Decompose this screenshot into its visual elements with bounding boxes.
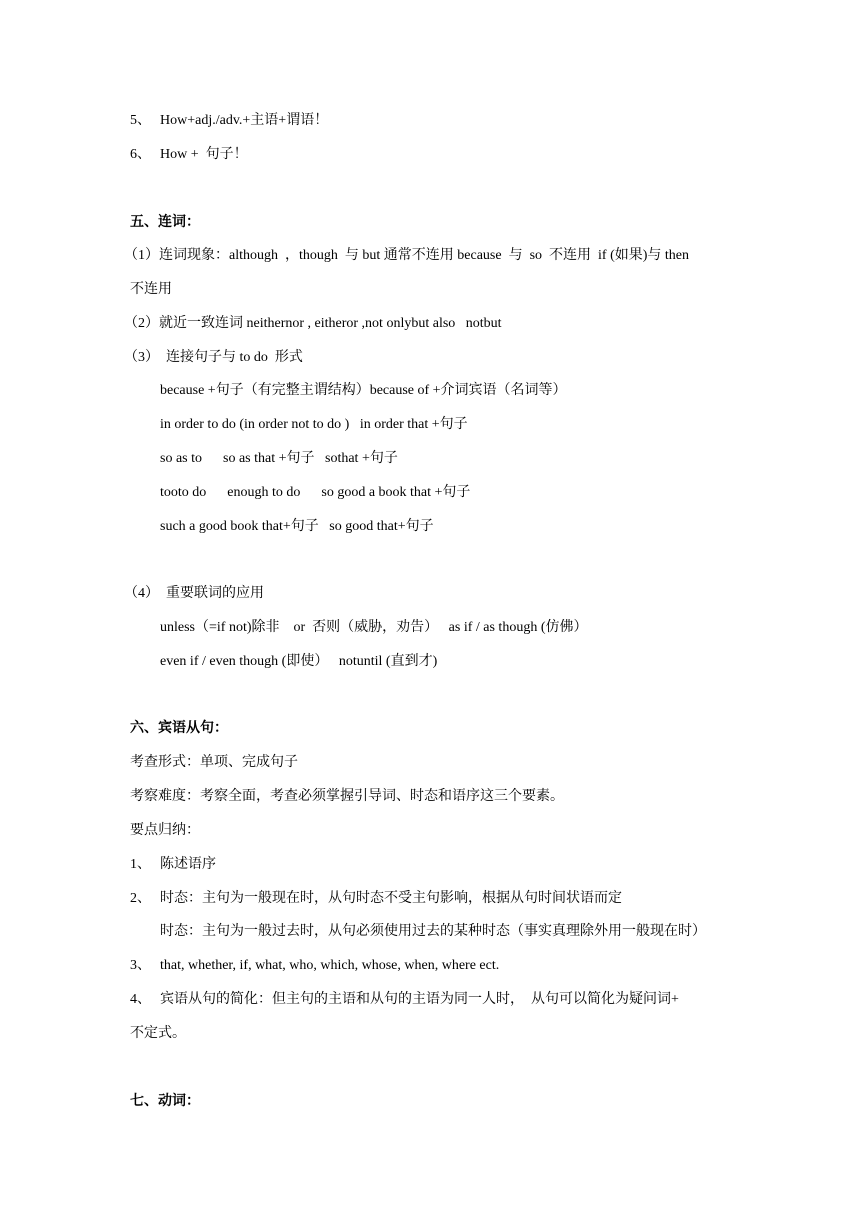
paragraph-line: such a good book that+句子 so good that+句子 — [160, 519, 434, 534]
paragraph-line: 时态：主句为一般过去时，从句必须使用过去的某种时态（事实真理除外用一般现在时） — [160, 924, 706, 939]
list-text: that, whether, if, what, who, which, whose, when, where ect. — [160, 958, 500, 973]
list-text: How + 句子！ — [160, 147, 248, 162]
paragraph-line: 考查形式：单项、完成句子 — [130, 755, 298, 770]
paragraph-line: 不连用 — [130, 282, 172, 297]
list-number: 1、 — [130, 857, 151, 872]
list-item-2 — [130, 889, 622, 909]
section-heading-conjunctions: 五、连词： — [130, 215, 200, 230]
list-number: 2、 — [130, 891, 151, 906]
paragraph-line: unless（=if not)除非 or 否则（威胁，劝告） as if / as though (仿佛） — [160, 620, 588, 635]
list-number: 6、 — [130, 147, 151, 162]
section-heading-object-clauses: 六、宾语从句： — [130, 721, 228, 736]
list-text: How+adj./adv.+主语+谓语！ — [160, 113, 329, 128]
list-item-3 — [130, 956, 499, 976]
paragraph-line: （2）就近一致连词 neithernor , eitheror ,not onlybut also notbut — [124, 316, 502, 331]
paragraph-line: 要点归纳： — [130, 823, 200, 838]
list-number: 5、 — [130, 113, 151, 128]
list-item-4 — [130, 990, 679, 1010]
paragraph-line: in order to do (in order not to do ) in order that +句子 — [160, 417, 468, 432]
section-heading-verbs: 七、动词： — [130, 1094, 200, 1109]
paragraph-line: because +句子（有完整主谓结构）because of +介词宾语（名词等） — [160, 383, 567, 398]
paragraph-line: so as to so as that +句子 sothat +句子 — [160, 451, 398, 466]
list-number: 4、 — [130, 992, 151, 1007]
list-text: 宾语从句的简化：但主句的主语和从句的主语为同一人时， 从句可以简化为疑问词+ — [160, 992, 679, 1007]
list-text: 陈述语序 — [160, 857, 216, 872]
paragraph-line: （4） 重要联词的应用 — [124, 586, 264, 601]
list-item-6 — [130, 145, 248, 165]
list-item-5 — [130, 111, 328, 131]
paragraph-line: （3） 连接句子与 to do 形式 — [124, 350, 303, 365]
paragraph-line: 考察难度：考察全面，考查必须掌握引导词、时态和语序这三个要素。 — [130, 789, 564, 804]
paragraph-line: even if / even though (即使） notuntil (直到才) — [160, 654, 438, 669]
list-item-1 — [130, 855, 216, 875]
list-text: 时态：主句为一般现在时，从句时态不受主句影响，根据从句时间状语而定 — [160, 891, 622, 906]
list-number: 3、 — [130, 958, 151, 973]
paragraph-line: tooto do enough to do so good a book that +句子 — [160, 485, 471, 500]
paragraph-line: （1）连词现象：although ，though 与 but 通常不连用 because 与 so 不连用 if (如果)与 then — [124, 248, 690, 263]
paragraph-line: 不定式。 — [130, 1026, 186, 1041]
